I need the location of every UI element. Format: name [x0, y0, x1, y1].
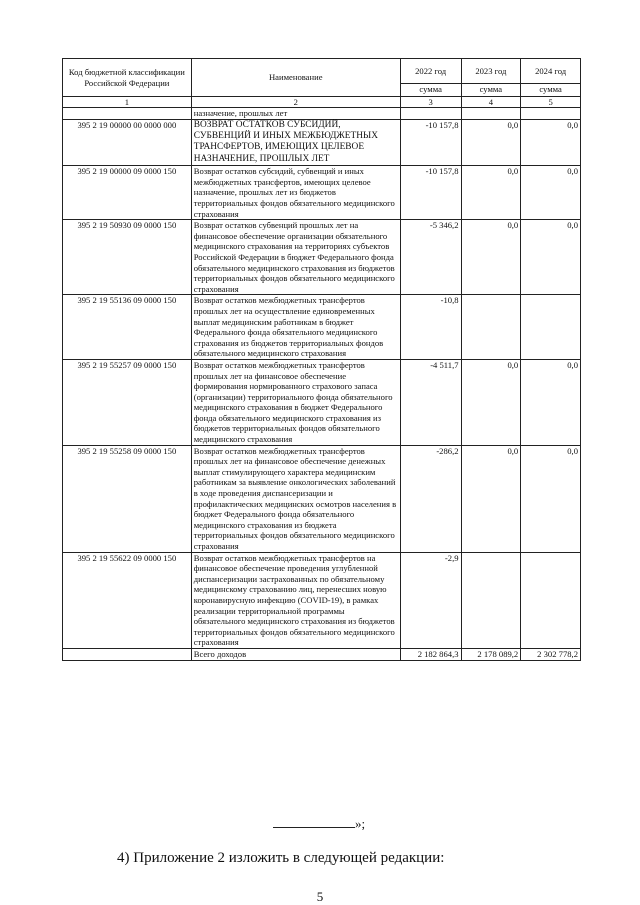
row-code: 395 2 19 50930 09 0000 150 [63, 220, 192, 295]
page-number: 5 [316, 889, 324, 904]
header-code: Код бюджетной классификации Российской Федерации [63, 59, 192, 97]
row-name: Возврат остатков межбюджетных трансфертов прошлых лет на осуществление единовременных выплат медицинским работникам в бюджет Федерального фонда обязательного медицинского страхования из бюджетов территориальных фондов обязательного медицинского страхования [191, 295, 400, 360]
row-value-2024 [521, 552, 581, 648]
total-row [63, 648, 581, 660]
row-value-2022: -10,8 [400, 295, 461, 360]
row-code: 395 2 19 00000 00 0000 000 [63, 119, 192, 166]
row-value-2023: 0,0 [461, 445, 521, 552]
row-value-2022: -4 511,7 [400, 359, 461, 445]
row-name: Возврат остатков межбюджетных трансфертов прошлых лет на финансовое обеспечение формирования нормированного страхового запаса (организации) территориального фонда обязательного медицинского страхования в бюджет Федерального фонда обязательного медицинского страхования из бюджетов территориальных фондов обязательного медицинского страхования [191, 359, 400, 445]
table-header-row [63, 59, 581, 84]
total-label: Всего доходов [191, 648, 400, 660]
total-value-2023: 2 178 089,2 [461, 648, 521, 660]
index-cell: 2 [191, 97, 400, 108]
continuation-row [63, 108, 581, 120]
row-code: 395 2 19 55257 09 0000 150 [63, 359, 192, 445]
blank-line [273, 816, 355, 828]
income-table [62, 58, 581, 661]
row-value-2022: -286,2 [400, 445, 461, 552]
row-value-2024: 0,0 [521, 445, 581, 552]
closing-quote [273, 816, 365, 832]
header-sum-2022: сумма [400, 84, 461, 97]
table-row [63, 166, 581, 220]
row-value-2024: 0,0 [521, 220, 581, 295]
row-name: Возврат остатков субвенций прошлых лет на финансовое обеспечение организации обязательного медицинского страхования на территориях субъектов Российской Федерации в бюджет Федерального фонда обязательного медицинского страхования из бюджетов территориальных фондов обязательного медицинского страхования [191, 220, 400, 295]
row-value-2023: 0,0 [461, 119, 521, 166]
total-value-2024: 2 302 778,2 [521, 648, 581, 660]
header-2022: 2022 год [400, 59, 461, 84]
index-cell: 1 [63, 97, 192, 108]
row-value-2023 [461, 552, 521, 648]
row-value-2023: 0,0 [461, 220, 521, 295]
header-sum-2023: сумма [461, 84, 521, 97]
row-code: 395 2 19 55622 09 0000 150 [63, 552, 192, 648]
row-value-2024 [521, 295, 581, 360]
closing-mark: »; [355, 816, 366, 831]
row-name: Возврат остатков субсидий, субвенций и иных межбюджетных трансфертов, имеющих целевое назначение, прошлых лет из бюджетов территориальных фондов обязательного медицинского страхования [191, 166, 400, 220]
header-2024: 2024 год [521, 59, 581, 84]
index-cell: 5 [521, 97, 581, 108]
row-code: 395 2 19 00000 09 0000 150 [63, 166, 192, 220]
row-value-2022: -2,9 [400, 552, 461, 648]
row-value-2022: -5 346,2 [400, 220, 461, 295]
table-row [63, 119, 581, 166]
table-index-row [63, 97, 581, 108]
table-row [63, 359, 581, 445]
total-value-2022: 2 182 864,3 [400, 648, 461, 660]
table-row [63, 552, 581, 648]
row-value-2024: 0,0 [521, 359, 581, 445]
table-row [63, 295, 581, 360]
continuation-text: назначение, прошлых лет [191, 108, 400, 120]
row-code: 395 2 19 55258 09 0000 150 [63, 445, 192, 552]
header-name: Наименование [191, 59, 400, 97]
header-2023: 2023 год [461, 59, 521, 84]
row-code: 395 2 19 55136 09 0000 150 [63, 295, 192, 360]
row-value-2023: 0,0 [461, 166, 521, 220]
row-value-2022: -10 157,8 [400, 119, 461, 166]
row-name: Возврат остатков межбюджетных трансфертов на финансовое обеспечение проведения углубленной диспансеризации застрахованных по обязательному медицинскому страхованию лиц, перенесших новую коронавирусную инфекцию (COVID-19), в рамках реализации территориальной программы обязательного медицинского страхования из бюджетов территориальных фондов обязательного медицинского страхования [191, 552, 400, 648]
index-cell: 3 [400, 97, 461, 108]
row-value-2024: 0,0 [521, 166, 581, 220]
row-name: Возврат остатков межбюджетных трансфертов прошлых лет на финансовое обеспечение денежных выплат стимулирующего характера медицинским работникам за выявление онкологических заболеваний в ходе проведения диспансеризации и профилактических медицинских осмотров населения в бюджет Федерального фонда обязательного медицинского страхования из бюджета территориальных фондов обязательного медицинского страхования [191, 445, 400, 552]
table-row [63, 445, 581, 552]
row-value-2023 [461, 295, 521, 360]
index-cell: 4 [461, 97, 521, 108]
amendment-paragraph: 4) Приложение 2 изложить в следующей редакции: [117, 850, 445, 866]
row-value-2023: 0,0 [461, 359, 521, 445]
header-sum-2024: сумма [521, 84, 581, 97]
row-value-2024: 0,0 [521, 119, 581, 166]
row-value-2022: -10 157,8 [400, 166, 461, 220]
table-row [63, 220, 581, 295]
row-name: ВОЗВРАТ ОСТАТКОВ СУБСИДИЙ, СУБВЕНЦИЙ И ИНЫХ МЕЖБЮДЖЕТНЫХ ТРАНСФЕРТОВ, ИМЕЮЩИХ ЦЕЛЕВОЕ НАЗНАЧЕНИЕ, ПРОШЛЫХ ЛЕТ [191, 119, 400, 166]
